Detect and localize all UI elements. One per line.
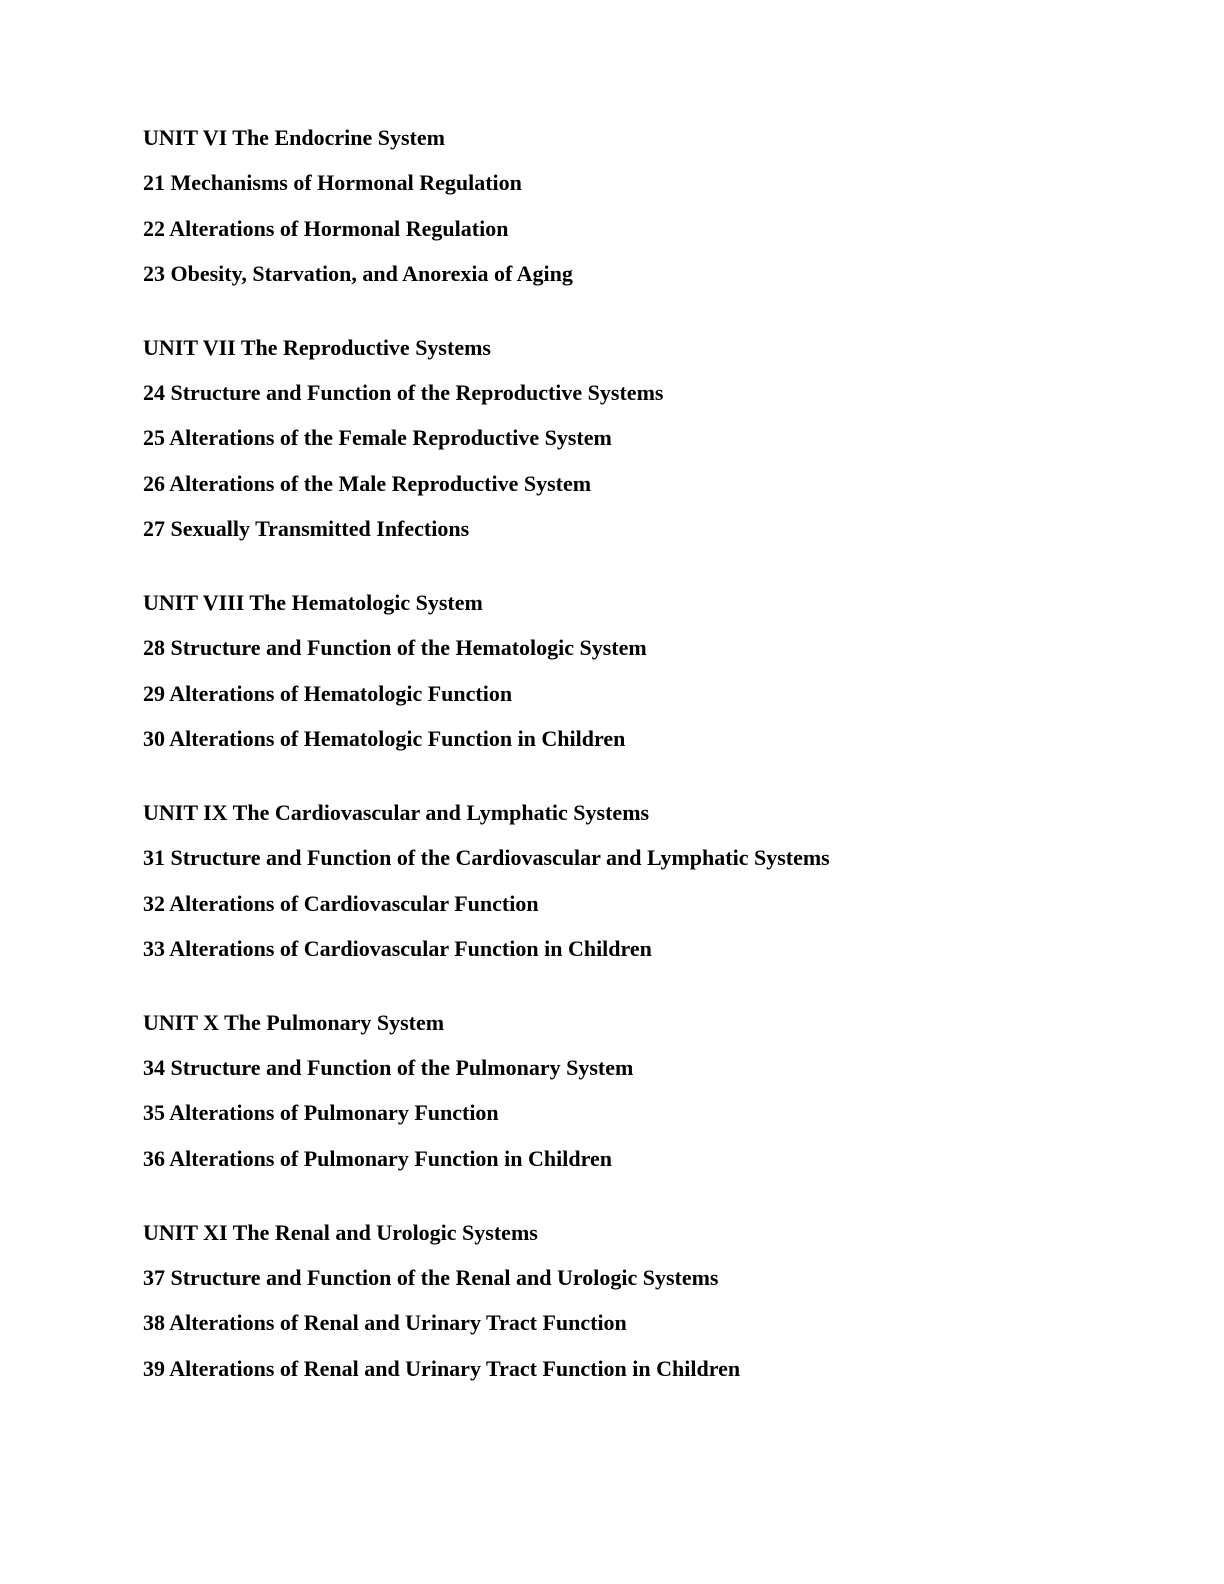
unit-section-x — [143, 1009, 1143, 1173]
chapter-entry: 34 Structure and Function of the Pulmonary System — [143, 1055, 634, 1081]
chapter-entry: 25 Alterations of the Female Reproductive System — [143, 425, 612, 451]
unit-heading: UNIT VII The Reproductive Systems — [143, 334, 491, 360]
chapter-entry: 35 Alterations of Pulmonary Function — [143, 1100, 499, 1126]
unit-heading: UNIT VI The Endocrine System — [143, 125, 445, 150]
chapter-entry: 24 Structure and Function of the Reproductive Systems — [143, 380, 664, 406]
chapter-entry: 32 Alterations of Cardiovascular Function — [143, 890, 539, 916]
unit-heading: UNIT VIII The Hematologic System — [143, 590, 483, 616]
chapter-entry: 38 Alterations of Renal and Urinary Tract Function — [143, 1310, 627, 1336]
chapter-entry: 29 Alterations of Hematologic Function — [143, 680, 513, 706]
chapter-entry: 26 Alterations of the Male Reproductive System — [143, 470, 592, 496]
document-page — [143, 124, 1143, 1429]
chapter-entry: 21 Mechanisms of Hormonal Regulation — [143, 170, 522, 196]
unit-section-viii — [143, 589, 1143, 753]
chapter-entry: 37 Structure and Function of the Renal and Urologic Systems — [143, 1265, 719, 1291]
unit-heading: UNIT IX The Cardiovascular and Lymphatic Systems — [143, 799, 650, 825]
chapter-entry: 30 Alterations of Hematologic Function in Children — [143, 725, 626, 751]
chapter-entry: 23 Obesity, Starvation, and Anorexia of Aging — [143, 260, 573, 286]
unit-heading: UNIT XI The Renal and Urologic Systems — [143, 1219, 538, 1245]
chapter-entry: 33 Alterations of Cardiovascular Function in Children — [143, 935, 652, 961]
chapter-entry: 22 Alterations of Hormonal Regulation — [143, 215, 509, 241]
chapter-entry: 39 Alterations of Renal and Urinary Tract Function in Children — [143, 1355, 741, 1381]
unit-heading: UNIT X The Pulmonary System — [143, 1009, 445, 1035]
chapter-entry: 31 Structure and Function of the Cardiovascular and Lymphatic Systems — [143, 845, 830, 871]
chapter-entry: 27 Sexually Transmitted Infections — [143, 516, 470, 542]
unit-section-vi — [143, 124, 1143, 288]
unit-section-vii — [143, 334, 1143, 543]
unit-section-ix — [143, 799, 1143, 963]
chapter-entry: 28 Structure and Function of the Hematologic System — [143, 635, 647, 661]
unit-section-xi — [143, 1219, 1143, 1383]
chapter-entry: 36 Alterations of Pulmonary Function in Children — [143, 1145, 612, 1171]
